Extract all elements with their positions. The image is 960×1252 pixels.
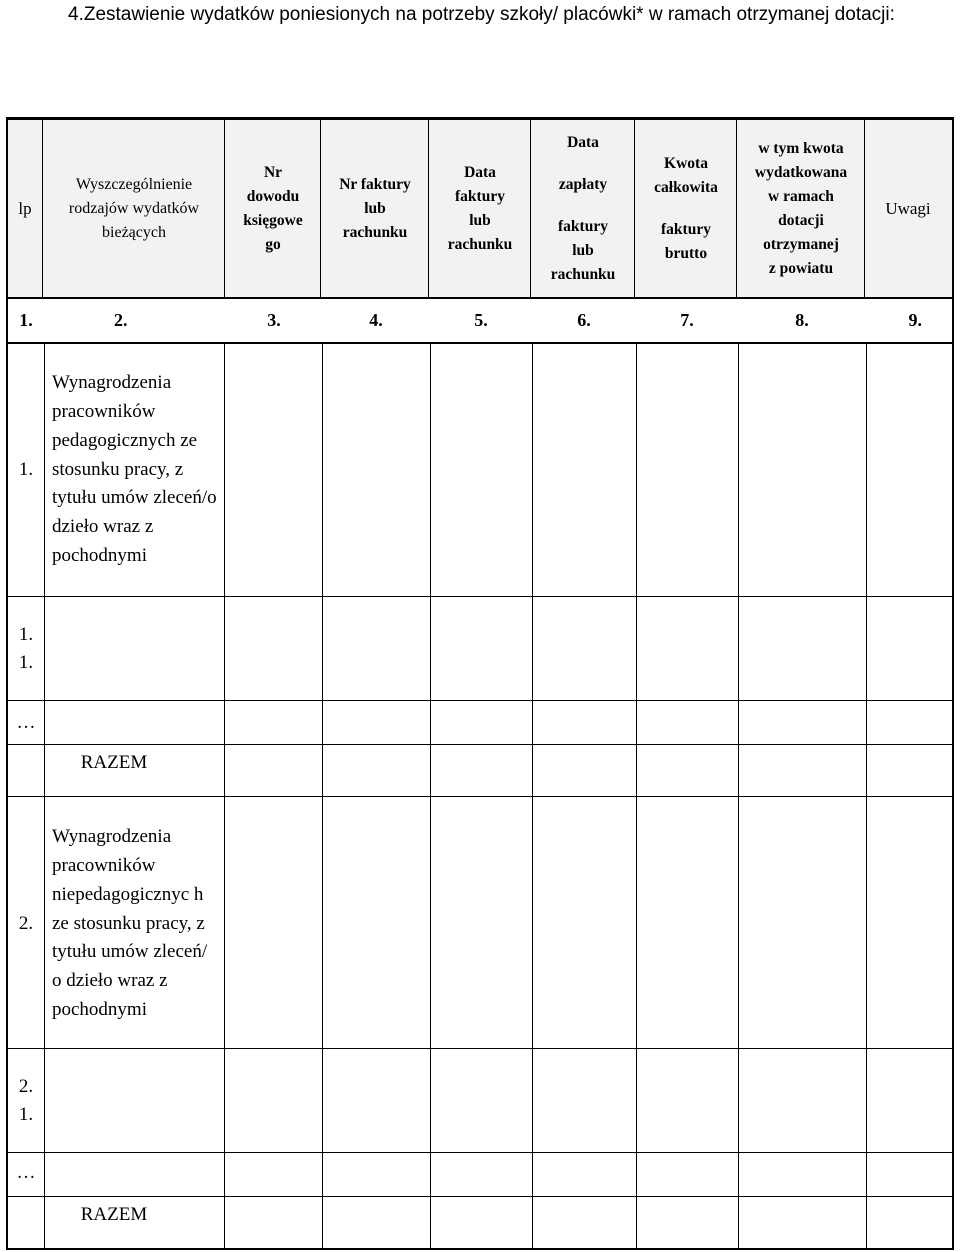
body-vline: [430, 344, 431, 1248]
colnum-1: 1.: [19, 309, 33, 330]
header-notes-text: Uwagi: [885, 199, 931, 218]
header-invoice-number: [322, 120, 428, 298]
colnum-7: 7.: [680, 309, 694, 330]
header-vline: [42, 120, 43, 298]
row2-1-lp-text: 2. 1.: [18, 1076, 34, 1125]
document-title: 4.Zestawienie wydatków poniesionych na potrzeby szkoły/ placówki* w ramach otrzymanej dotacji:: [68, 4, 895, 25]
row1-lp: 1.: [18, 459, 34, 480]
header-line: go: [265, 236, 281, 253]
header-line: dowodu: [246, 188, 300, 205]
row1-total: RAZEM: [80, 752, 148, 773]
body-vline: [44, 344, 45, 1248]
header-line: Data: [567, 134, 599, 151]
colnum-4: 4.: [369, 309, 383, 330]
header-lp-text: lp: [18, 199, 32, 218]
header-payment-date: [532, 120, 634, 298]
body-vline: [532, 344, 533, 1248]
header-line: rachunku: [550, 266, 616, 283]
row-separator: [6, 744, 954, 745]
header-line: w tym kwota: [758, 140, 844, 157]
header-line: faktury: [661, 221, 711, 238]
header-line: zapłaty: [558, 176, 608, 193]
header-line: dotacji: [778, 212, 824, 229]
body-vline: [224, 344, 225, 1248]
row-separator: [6, 1152, 954, 1153]
header-vline: [530, 120, 531, 298]
header-line: faktury: [455, 188, 505, 205]
header-description-text: Wyszczególnienie rodzajów wydatków bieżących: [68, 176, 200, 241]
header-line: lub: [364, 200, 386, 217]
row2-ellipsis: …: [16, 1162, 36, 1183]
header-total-amount: [636, 120, 736, 298]
header-description: [44, 120, 224, 298]
colnum-3: 3.: [267, 309, 281, 330]
row-separator: [6, 1196, 954, 1197]
row-separator: [6, 342, 954, 344]
header-line: brutto: [664, 245, 708, 262]
header-line: księgowe: [243, 212, 303, 229]
row2-description: Wynagrodzenia pracowników niepedagogicznyc h ze stosunku pracy, z tytułu umów zleceń/ o dzieło wraz z pochodnymi: [52, 826, 208, 1020]
row2-1-lp: [8, 1050, 44, 1152]
table-border-right: [952, 117, 954, 1250]
header-document-number: [226, 120, 320, 298]
header-vline: [320, 120, 321, 298]
body-vline: [322, 344, 323, 1248]
row-separator: [6, 297, 954, 299]
colnum-6: 6.: [577, 309, 591, 330]
row1-description: Wynagrodzenia pracowników pedagogicznych ze stosunku pracy, z tytułu umów zleceń/o dzieło wraz z pochodnymi: [52, 372, 217, 566]
row2-total: RAZEM: [80, 1204, 148, 1225]
header-invoice-date: [430, 120, 530, 298]
header-vline: [736, 120, 737, 298]
body-vline: [866, 344, 867, 1248]
colnum-8: 8.: [795, 309, 809, 330]
header-vline: [224, 120, 225, 298]
header-vline: [864, 120, 865, 298]
header-line: otrzymanej: [763, 236, 839, 253]
header-line: lub: [469, 212, 491, 229]
header-grant-amount: [738, 120, 864, 298]
header-line: z powiatu: [768, 260, 834, 277]
body-vline: [738, 344, 739, 1248]
row-separator: [6, 1048, 954, 1049]
row2-lp: 2.: [18, 913, 34, 934]
header-line: rachunku: [342, 224, 408, 241]
header-line: w ramach: [768, 188, 834, 205]
header-line: faktury: [558, 218, 608, 235]
colnum-2: 2.: [114, 309, 128, 330]
colnum-9: 9.: [908, 309, 922, 330]
header-line: wydatkowana: [754, 164, 848, 181]
header-lp: [8, 120, 42, 298]
row1-ellipsis: …: [16, 712, 36, 733]
row1-1-lp-text: 1. 1.: [18, 624, 34, 673]
row1-1-lp: [8, 598, 44, 700]
header-line: lub: [572, 242, 594, 259]
table-border-left: [6, 117, 8, 1250]
body-vline: [636, 344, 637, 1248]
header-line: Nr faktury: [339, 176, 411, 193]
table-border-top: [6, 117, 954, 120]
header-vline: [634, 120, 635, 298]
header-line: Nr: [263, 164, 283, 181]
row-separator: [6, 700, 954, 701]
row-separator: [6, 596, 954, 597]
header-vline: [428, 120, 429, 298]
header-line: Kwota: [664, 155, 708, 172]
header-line: Data: [464, 164, 496, 181]
colnum-5: 5.: [474, 309, 488, 330]
header-notes: [866, 120, 950, 298]
header-line: całkowita: [654, 179, 718, 196]
header-line: rachunku: [447, 236, 513, 253]
row-separator: [6, 796, 954, 797]
table-border-bottom: [6, 1248, 954, 1250]
